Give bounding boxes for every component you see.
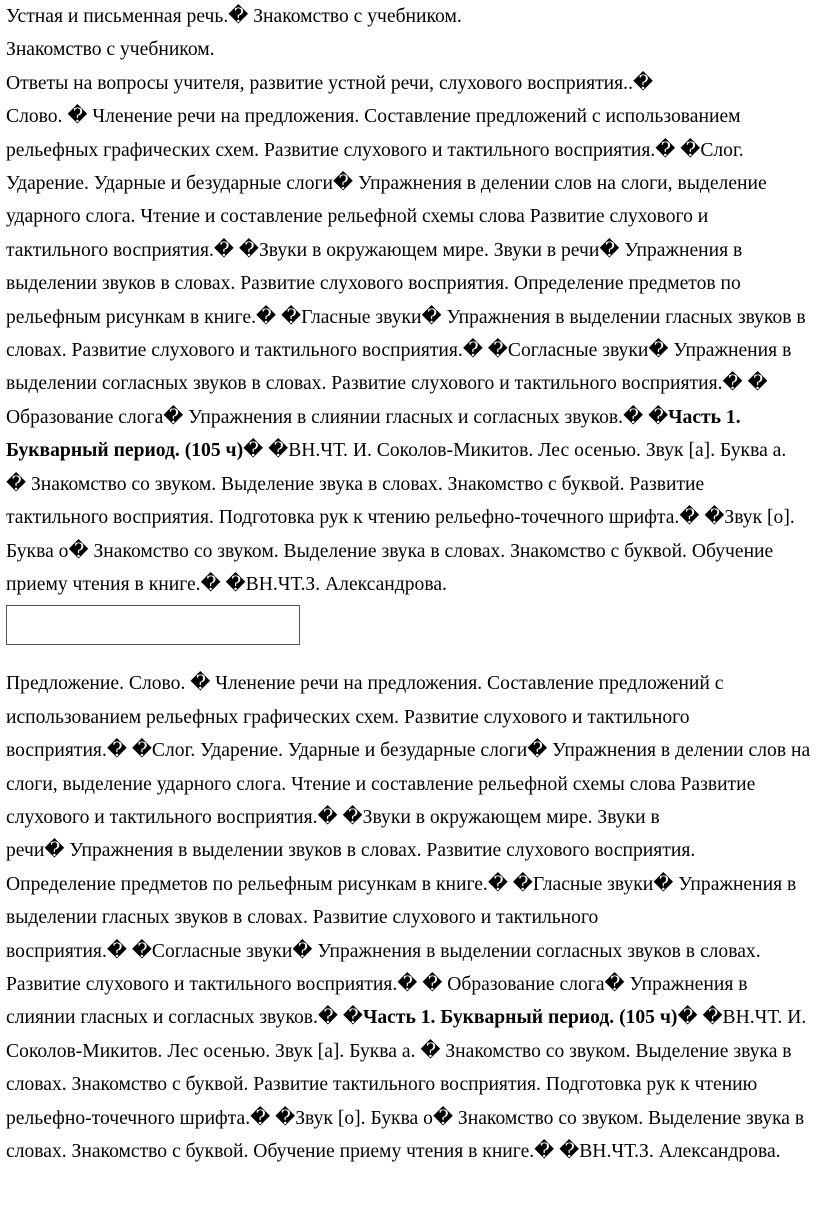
text-line: Соколов-Микитов. Лес осенью. Звук [а]. Буква а. � Знакомство со звуком. Выделение звука в	[6, 1040, 792, 1062]
text-line: словах. Знакомство с буквой. Обучение приему чтения в книге.� �ВН.ЧТ.З. Александрова.	[6, 1141, 781, 1162]
text-line: Развитие слухового и тактильного восприятия.� � Образование слога� Упражнения в	[6, 973, 748, 995]
text-line: Предложение. Слово. � Членение речи на предложения. Составление предложений с	[6, 673, 724, 695]
text-line: использованием рельефных графических схем. Развитие слухового и тактильного	[6, 706, 690, 728]
text-line: выделении гласных звуков в словах. Развитие слухового и тактильного	[6, 907, 599, 929]
text-line: тактильного восприятия. Подготовка рук к чтению рельефно-точечного шрифта.� �Звук [о].	[6, 507, 795, 529]
text-line: словах. Развитие слухового и тактильного восприятия.� �Согласные звуки� Упражнения в	[6, 340, 792, 362]
text-line: тактильного восприятия.� �Звуки в окружающем мире. Звуки в речи� Упражнения в	[6, 239, 743, 261]
bold-heading: Часть 1.	[668, 406, 741, 428]
text-line: Устная и письменная речь.� Знакомство с учебником.	[6, 6, 462, 27]
empty-box	[6, 605, 300, 645]
text-segment: слиянии гласных и согласных звуков.� �	[6, 1007, 363, 1029]
text-line: словах. Знакомство с буквой. Развитие тактильного восприятия. Подготовка рук к чтению	[6, 1074, 758, 1096]
text-line: рельефных графических схем. Развитие слухового и тактильного восприятия.� �Слог.	[6, 139, 744, 161]
text-line: восприятия.� �Согласные звуки� Упражнения в выделении согласных звуков в словах.	[6, 940, 761, 962]
text-line: Ударение. Ударные и безударные слоги� Упражнения в делении слов на слоги, выделение	[6, 173, 767, 195]
text-line: Ответы на вопросы учителя, развитие устной речи, слухового восприятия..�	[6, 72, 654, 94]
text-line: рельефно-точечного шрифта.� �Звук [о]. Буква о� Знакомство со звуком. Выделение звука в	[6, 1107, 805, 1129]
text-line	[6, 434, 814, 467]
text-line: речи� Упражнения в выделении звуков в словах. Развитие слухового восприятия.	[6, 840, 696, 862]
text-line: � Знакомство со звуком. Выделение звука в словах. Знакомство с буквой. Развитие	[6, 473, 705, 495]
empty-box-area	[6, 601, 814, 667]
text-line: рельефным рисункам в книге.� �Гласные звуки� Упражнения в выделении гласных звуков в	[6, 306, 806, 328]
text-line: выделении согласных звуков в словах. Развитие слухового и тактильного восприятия.� �	[6, 373, 768, 395]
text-line: ударного слога. Чтение и составление рельефной схемы слова Развитие слухового и	[6, 206, 709, 228]
text-line: Буква о� Знакомство со звуком. Выделение звука в словах. Знакомство с буквой. Обучение	[6, 540, 774, 562]
text-line: восприятия.� �Слог. Ударение. Ударные и безударные слоги� Упражнения в делении слов на	[6, 740, 811, 762]
bold-heading: Часть 1. Букварный период. (105 ч)	[363, 1007, 678, 1029]
text-segment: � �ВН.ЧТ. И. Соколов-Микитов. Лес осенью. Звук [а]. Буква а.	[243, 440, 787, 462]
text-line	[6, 401, 814, 434]
text-line: Слово. � Членение речи на предложения. Составление предложений с использованием	[6, 106, 741, 128]
text-line: выделении звуков в словах. Развитие слухового восприятия. Определение предметов по	[6, 273, 741, 295]
text-line: слоги, выделение ударного слога. Чтение и составление рельефной схемы слова Развитие	[6, 773, 756, 795]
text-line: слухового и тактильного восприятия.� �Звуки в окружающем мире. Звуки в	[6, 806, 660, 828]
text-segment: � �ВН.ЧТ. И.	[677, 1007, 807, 1029]
text-line: приему чтения в книге.� �ВН.ЧТ.З. Александрова.	[6, 573, 447, 595]
text-segment: Образование слога� Упражнения в слиянии гласных и согласных звуков.� �	[6, 406, 669, 428]
bold-heading: Букварный период. (105 ч)	[6, 440, 244, 462]
text-line: Определение предметов по рельефным рисункам в книге.� �Гласные звуки� Упражнения в	[6, 873, 797, 895]
text-line	[6, 1001, 814, 1034]
text-line: Знакомство с учебником.	[6, 39, 215, 61]
